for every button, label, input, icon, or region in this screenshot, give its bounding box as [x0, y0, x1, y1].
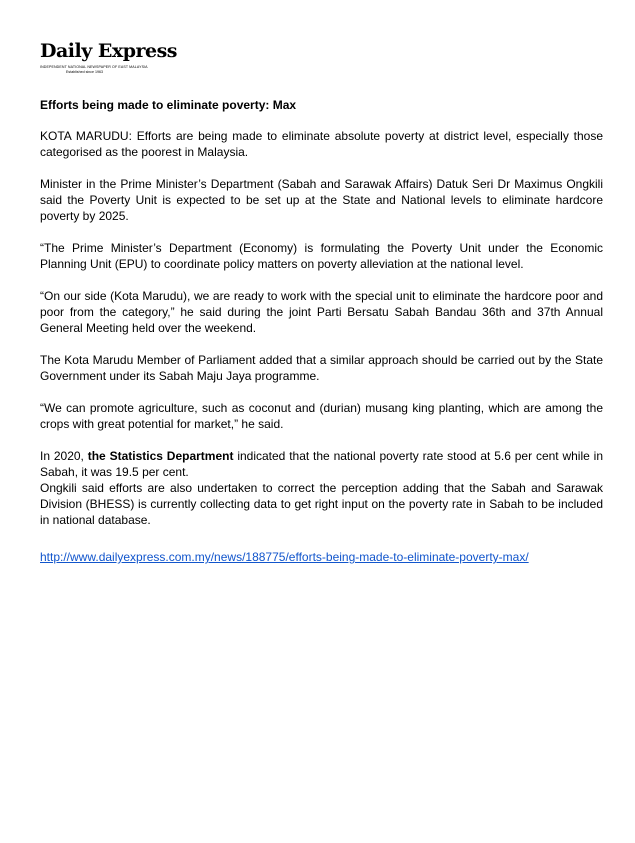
masthead [40, 40, 177, 75]
paragraph-4: “On our side (Kota Marudu), we are ready to work with the special unit to eliminate the hardcore poor and poor from the category,” he said during the joint Parti Bersatu Sabah Bandau 36th and 37th Annual General Meeting held over the weekend. [40, 289, 603, 335]
paragraph-6: “We can promote agriculture, such as coconut and (durian) musang king planting, which are among the crops with great potential for market,” he said. [40, 401, 603, 431]
paragraph-3: “The Prime Minister’s Department (Economy) is formulating the Poverty Unit under the Economic Planning Unit (EPU) to coordinate policy matters on poverty alleviation at the national level. [40, 241, 603, 271]
source-link[interactable]: http://www.dailyexpress.com.my/news/188775/efforts-being-made-to-eliminate-poverty-max/ [40, 550, 529, 564]
paragraph-5: The Kota Marudu Member of Parliament added that a similar approach should be carried out by the State Government under its Sabah Maju Jaya programme. [40, 353, 603, 383]
paragraph-2: Minister in the Prime Minister’s Department (Sabah and Sarawak Affairs) Datuk Seri Dr Maximus Ongkili said the Poverty Unit is expected to be set up at the State and National levels to eliminate hardcore poverty by 2025. [40, 177, 603, 223]
paragraph-7-prefix: In 2020, [40, 449, 88, 463]
masthead-established: Established since 1963 [66, 70, 103, 74]
newspaper-logo: Daily Express [40, 40, 177, 62]
paragraph-8: Ongkili said efforts are also undertaken to correct the perception adding that the Sabah and Sarawak Division (BHESS) is currently collecting data to get right input on the poverty rate in Sabah to be included in national database. [40, 481, 603, 527]
article-body [40, 128, 603, 544]
statistics-department-bold: the Statistics Department [87, 449, 234, 463]
masthead-tagline: INDEPENDENT NATIONAL NEWSPAPER OF EAST MALAYSIA [40, 65, 148, 69]
article-headline: Efforts being made to eliminate poverty: Max [40, 98, 297, 112]
paragraph-7-suffix: indicated that the national poverty rate stood at 5.6 per cent while in Sabah, it was 19.5 per cent. [40, 449, 603, 479]
paragraph-7 [40, 448, 603, 480]
paragraph-1: KOTA MARUDU: Efforts are being made to eliminate absolute poverty at district level, especially those categorised as the poorest in Malaysia. [40, 129, 603, 159]
